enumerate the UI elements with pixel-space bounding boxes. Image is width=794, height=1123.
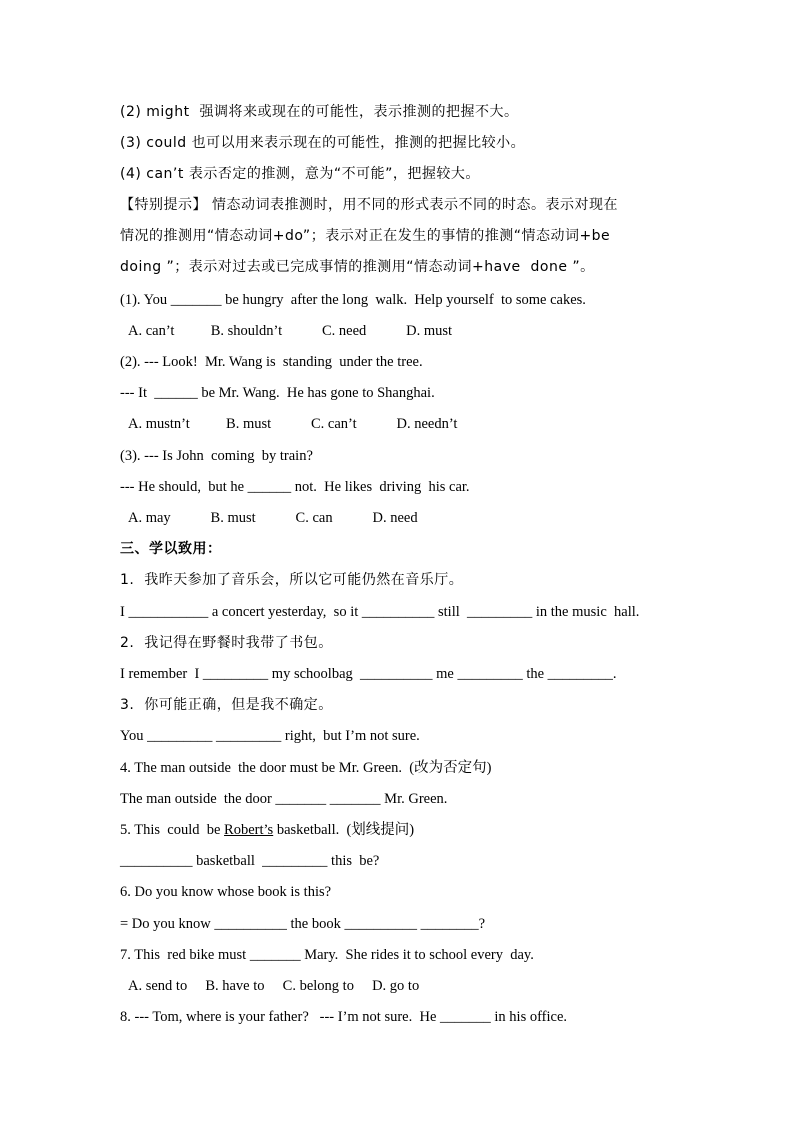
question-1: (1). You _______ be hungry after the long walk. Help yourself to some cakes. xyxy=(120,292,586,308)
special-tip-line-3: doing ”；表示对过去或已完成事情的推测用“情态动词+have done ”。 xyxy=(120,259,595,275)
exercise-3-blank: You _________ _________ right, but I’m not sure. xyxy=(120,728,420,744)
question-2: (2). --- Look! Mr. Wang is standing under the tree. xyxy=(120,354,423,370)
exercise-6-blank: = Do you know __________ the book __________ ________? xyxy=(120,916,486,932)
exercise-4-blank: The man outside the door _______ _______ Mr. Green. xyxy=(120,791,448,807)
section-heading: 三、学以致用： xyxy=(120,541,222,557)
special-tip-line-2: 情况的推测用“情态动词+do”；表示对正在发生的事情的推测“情态动词+be xyxy=(120,228,611,244)
exercise-4-prompt: 4. The man outside the door must be Mr. Green. (改为否定句) xyxy=(120,760,492,776)
exercise-7-prompt: 7. This red bike must _______ Mary. She rides it to school every day. xyxy=(120,947,534,963)
exercise-5-prompt xyxy=(120,820,414,840)
exercise-2-blank: I remember I _________ my schoolbag __________ me _________ the _________. xyxy=(120,666,617,682)
question-2-options: A. mustn’t B. must C. can’t D. needn’t xyxy=(128,416,458,432)
note-cant: (4) can’t 表示否定的推测，意为“不可能”，把握较大。 xyxy=(120,166,480,182)
question-3-options: A. may B. must C. can D. need xyxy=(128,510,418,526)
exercise-5-blank: __________ basketball _________ this be? xyxy=(120,853,380,869)
question-3: (3). --- Is John coming by train? xyxy=(120,448,313,464)
special-tip: 【特别提示】 情态动词表推测时，用不同的形式表示不同的时态。表示对现在 xyxy=(120,197,618,213)
exercise-1-prompt: 1. 我昨天参加了音乐会，所以它可能仍然在音乐厅。 xyxy=(120,572,464,588)
question-2-line-2: --- It ______ be Mr. Wang. He has gone to Shanghai. xyxy=(120,385,435,401)
exercise-8-prompt: 8. --- Tom, where is your father? --- I’m not sure. He _______ in his office. xyxy=(120,1009,568,1025)
exercise-5-text-b: basketball. (划线提问) xyxy=(273,822,415,838)
exercise-3-prompt: 3. 你可能正确，但是我不确定。 xyxy=(120,697,333,713)
exercise-2-prompt: 2. 我记得在野餐时我带了书包。 xyxy=(120,635,333,651)
exercise-1-blank: I ___________ a concert yesterday, so it __________ still _________ in the music hall. xyxy=(120,604,640,620)
question-1-options: A. can’t B. shouldn’t C. need D. must xyxy=(128,323,453,339)
note-could: (3) could 也可以用来表示现在的可能性，推测的把握比较小。 xyxy=(120,135,526,151)
question-3-line-2: --- He should, but he ______ not. He likes driving his car. xyxy=(120,479,470,495)
exercise-5-text-a: 5. This could be xyxy=(120,822,225,838)
exercise-6-prompt: 6. Do you know whose book is this? xyxy=(120,884,332,900)
underlined-word: Robert’s xyxy=(224,822,274,838)
exercise-7-options: A. send to B. have to C. belong to D. go to xyxy=(128,978,420,994)
note-might: (2) might 强调将来或现在的可能性，表示推测的把握不大。 xyxy=(120,104,519,120)
